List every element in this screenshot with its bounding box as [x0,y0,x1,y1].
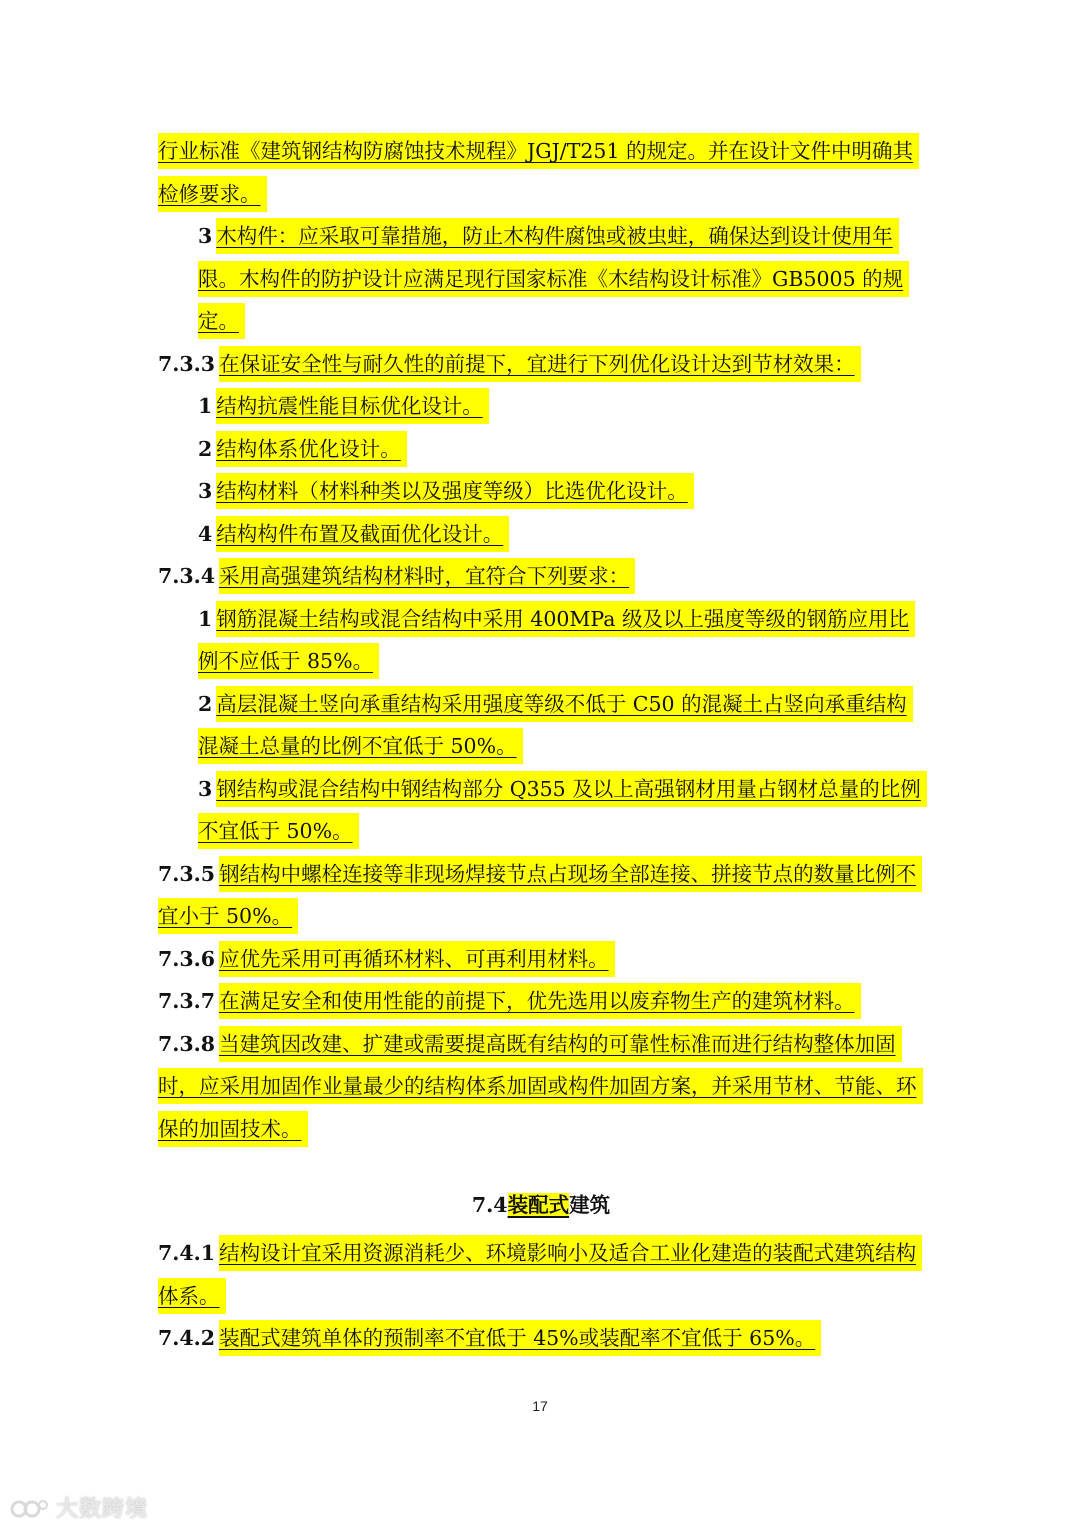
clause-paragraph [158,1023,924,1151]
clause-number: 3 [198,224,213,248]
clause-paragraph [158,1232,924,1317]
clause-number: 7.3.6 [158,946,216,971]
clause-paragraph [158,853,924,938]
clause-number: 3 [198,479,213,503]
highlighted-text [198,218,909,339]
clause-text: 在满足安全和使用性能的前提下，优先选用以废弃物生产的建筑材料。 [219,989,855,1013]
clause-number: 4 [198,521,213,546]
clause-number: 1 [198,606,213,631]
clause-text: 结构抗震性能目标优化设计。 [216,394,483,418]
clause-number: 2 [198,436,213,461]
clause-text: 高层混凝土竖向承重结构采用强度等级不低于 C50 的混凝土占竖向承重结构混凝土总量的比例不宜低于 50%。 [198,691,907,758]
section-7-4-content [158,1232,924,1360]
highlighted-text [216,431,407,467]
highlighted-text [158,133,919,212]
document-page [158,130,924,1360]
clause-number: 7.3.3 [158,351,216,376]
clause-paragraph [158,555,924,598]
clause-text: 结构体系优化设计。 [216,436,401,461]
clause-number: 7.3.8 [158,1031,216,1056]
highlighted-text [219,558,635,594]
highlighted-text [198,686,913,765]
highlighted-text [216,516,509,552]
clause-text: 结构设计宜采用资源消耗少、环境影响小及适合工业化建造的装配式建筑结构体系。 [158,1241,917,1308]
clause-paragraph [158,598,924,683]
clause-number: 3 [198,776,213,801]
highlighted-text [158,1026,923,1147]
clause-text: 当建筑因改建、扩建或需要提高既有结构的可靠性标准而进行结构整体加固时，应采用加固作业量最少的结构体系加固或构件加固方案，并采用节材、节能、环保的加固技术。 [158,1031,917,1141]
clause-paragraph [158,130,924,215]
highlighted-text [216,388,489,424]
clause-text: 装配式建筑单体的预制率不宜低于 45%或装配率不宜低于 65%。 [219,1326,816,1350]
section-title-7-4 [158,1184,924,1226]
watermark [10,1492,148,1523]
clause-text: 结构构件布置及截面优化设计。 [216,521,504,546]
clause-number: 1 [198,394,213,418]
watermark-text: 大数跨境 [56,1497,149,1522]
clause-text: 行业标准《建筑钢结构防腐蚀技术规程》JGJ/T251 的规定。并在设计文件中明确其检修要求。 [158,139,914,206]
clause-paragraph [158,385,924,428]
section-number: 7.4 [471,1193,508,1217]
clause-text: 结构材料（材料种类以及强度等级）比选优化设计。 [216,479,688,503]
clause-paragraph [158,343,924,386]
clause-number: 7.3.7 [158,989,216,1013]
clause-paragraph [158,980,924,1023]
clause-number: 7.3.4 [158,564,216,588]
clause-text: 应优先采用可再循环材料、可再利用材料。 [219,946,609,971]
clause-paragraph [158,470,924,513]
section-title-highlight: 装配式 [507,1193,570,1217]
clause-text: 木构件：应采取可靠措施，防止木构件腐蚀或被虫蛀，确保达到设计使用年限。木构件的防护设计应满足现行国家标准《木结构设计标准》GB5005 的规定。 [198,224,904,333]
highlighted-text [198,771,927,850]
clause-text: 采用高强建筑结构材料时，宜符合下列要求： [219,564,630,588]
highlighted-text [198,601,915,680]
clause-number: 7.4.1 [158,1241,216,1265]
clause-paragraph [158,215,924,343]
clause-paragraph [158,768,924,853]
clause-number: 7.3.5 [158,861,216,886]
watermark-logo-icon [10,1496,50,1520]
highlighted-text [219,941,615,977]
clause-paragraph [158,683,924,768]
section-title-rest: 建筑 [569,1193,611,1217]
highlighted-text [158,856,922,935]
clause-number: 7.4.2 [158,1326,216,1350]
clause-text: 钢筋混凝土结构或混合结构中采用 400MPa 级及以上强度等级的钢筋应用比例不应低于 85%。 [198,606,910,673]
highlighted-text [219,346,861,382]
highlighted-text [219,983,861,1019]
clause-number: 2 [198,691,213,716]
clause-paragraph [158,428,924,471]
page-number: 17 [532,1398,548,1414]
clause-text: 钢结构中螺栓连接等非现场焊接节点占现场全部连接、拼接节点的数量比例不宜小于 50%。 [158,861,917,928]
clause-paragraph [158,513,924,556]
highlighted-text [216,473,694,509]
clause-text: 钢结构或混合结构中钢结构部分 Q355 及以上高强钢材用量占钢材总量的比例不宜低于 50%。 [198,776,921,843]
section-7-3-content [158,130,924,1150]
clause-text: 在保证安全性与耐久性的前提下，宜进行下列优化设计达到节材效果： [219,351,855,376]
clause-paragraph [158,1317,924,1360]
clause-paragraph [158,938,924,981]
highlighted-text [219,1320,821,1356]
highlighted-text [158,1235,922,1314]
